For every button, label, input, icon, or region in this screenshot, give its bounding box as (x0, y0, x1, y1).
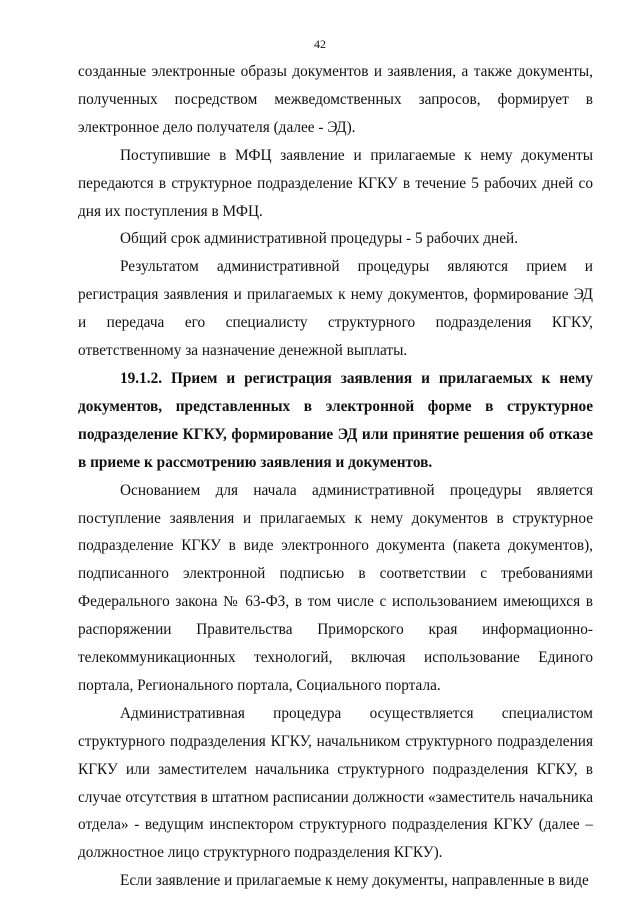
paragraph-procedure-result: Результатом административной процедуры являются прием и регистрация заявления и прилагаемых к нему документов, формирование ЭД и передача его специалисту структурного подразделения КГКУ, ответственному за назначение денежной выплаты. (78, 258, 593, 360)
document-body (78, 58, 593, 895)
page-number: 42 (314, 37, 326, 51)
paragraph-mfc-transfer: Поступившие в МФЦ заявление и прилагаемые к нему документы передаются в структурное подразделение КГКУ в течение 5 рабочих дней со дня их поступления в МФЦ. (78, 146, 593, 220)
paragraph-procedure-basis: Основанием для начала административной процедуры является поступление заявления и прилагаемых к нему документов в структурное подразделение КГКУ в виде электронного документа (пакета документов), подписанного электронной подписью в соответствии с требованиями Федерального закона № 63-ФЗ, в том числе с использованием имеющихся в распоряжении Правительства Приморского края информационно-телекоммуникационных технологий, включая использование Единого портала, Регионального портала, Социального портала. (78, 481, 593, 694)
paragraph-if-application: Если заявление и прилагаемые к нему документы, направленные в виде (120, 872, 589, 890)
paragraph-total-term: Общий срок административной процедуры - 5 рабочих дней. (120, 230, 519, 248)
paragraph-continuation: созданные электронные образы документов и заявления, а также документы, полученных посредством межведомственных запросов, формирует в электронное дело получателя (далее - ЭД). (78, 63, 593, 136)
section-heading-19-1-2: 19.1.2. Прием и регистрация заявления и прилагаемых к нему документов, представленных в электронной форме в структурное подразделение КГКУ, формирование ЭД или принятие решения об отказе в приеме к рассмотрению заявления и документов. (78, 369, 593, 471)
paragraph-procedure-executor: Административная процедура осуществляется специалистом структурного подразделения КГКУ, начальником структурного подразделения КГКУ или заместителем начальника структурного подразделения КГКУ, в случае отсутствия в штатном расписании должности «заместитель начальника отдела» - ведущим инспектором структурного подразделения КГКУ (далее – должностное лицо структурного подразделения КГКУ). (78, 704, 593, 862)
